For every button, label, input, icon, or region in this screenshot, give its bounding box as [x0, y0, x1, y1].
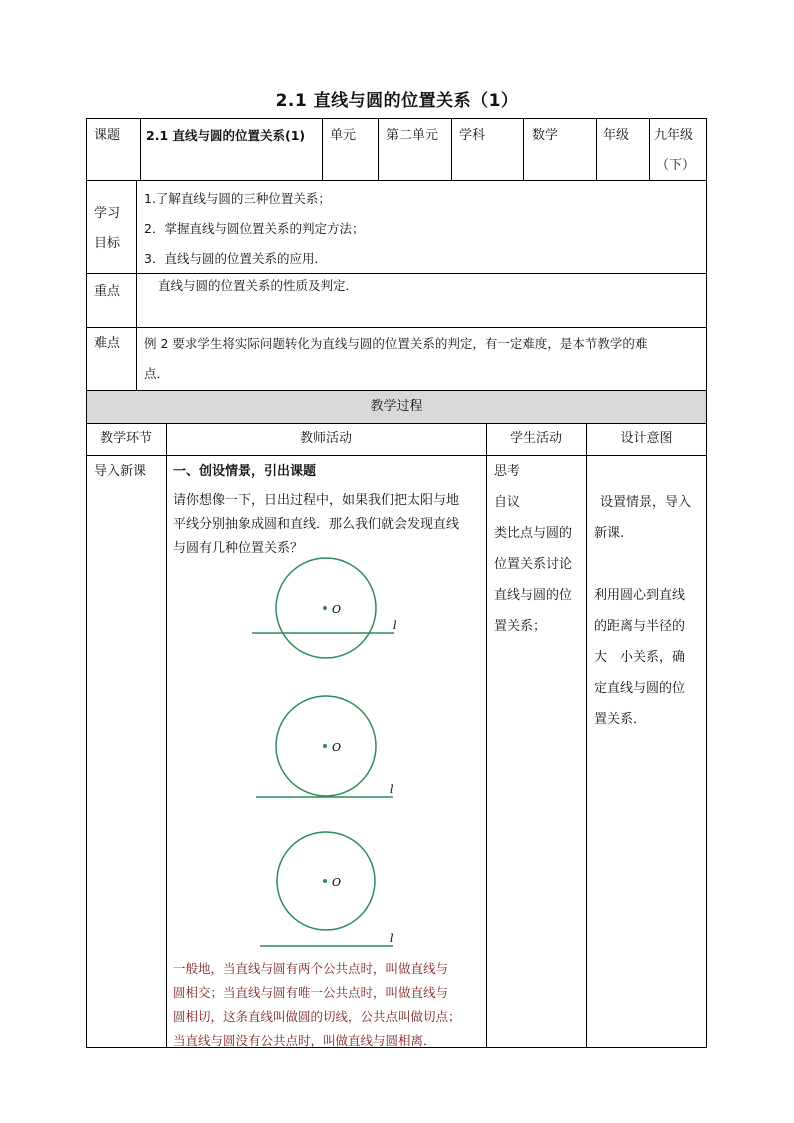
- document-title: 2.1 直线与圆的位置关系（1）: [275, 91, 519, 111]
- student-activity-line: 思考: [494, 464, 521, 479]
- center-dot: [323, 606, 327, 610]
- intersect-diagram: [246, 558, 406, 668]
- stage-label: 导入新课: [94, 464, 147, 479]
- vline: [322, 118, 323, 180]
- teacher-intro-line: 平线分别抽象成圆和直线．那么我们就会发现直线: [173, 517, 460, 532]
- difficulty-text-line2: 点．: [144, 366, 170, 381]
- grade-label: 年级: [603, 128, 630, 143]
- topic-value: 2.1 直线与圆的位置关系(1): [146, 128, 306, 143]
- intent-line: 设置情景，导入: [600, 495, 692, 510]
- line-label: l: [390, 932, 394, 945]
- student-activity-line: 位置关系讨论: [494, 557, 573, 572]
- student-activity-line: 自议: [494, 495, 521, 510]
- intent-line: 置关系．: [594, 712, 647, 727]
- student-activity-line: 直线与圆的位: [494, 588, 573, 603]
- student-activity-line: 置关系；: [494, 619, 547, 634]
- grade-value-line2: （下）: [656, 158, 696, 173]
- vline: [140, 118, 141, 180]
- student-activity-line: 类比点与圆的: [494, 526, 573, 541]
- subject-label: 学科: [459, 128, 486, 143]
- teacher-intro-line: 请你想像一下，日出过程中，如果我们把太阳与地: [173, 493, 460, 508]
- goals-label-line1: 学习: [94, 206, 121, 221]
- column-header-student: 学生活动: [509, 431, 562, 446]
- column-header-stage: 教学环节: [99, 431, 152, 446]
- vline: [136, 180, 137, 390]
- vline: [706, 118, 707, 1048]
- teacher-summary-line: 一般地，当直线与圆有两个公共点时，叫做直线与: [173, 961, 449, 976]
- vline: [649, 118, 650, 180]
- lesson-plan-table: [86, 118, 707, 1048]
- vline: [86, 118, 87, 1048]
- hline: [86, 180, 707, 181]
- center-label: O: [332, 741, 342, 754]
- intent-line: 定直线与圆的位: [594, 681, 686, 696]
- goal-item: 2．掌握直线与圆位置关系的判定方法；: [144, 221, 365, 236]
- topic-label: 课题: [94, 128, 121, 143]
- grade-value-line1: 九年级: [654, 128, 694, 143]
- intent-line: 的距离与半径的: [594, 619, 686, 634]
- intent-line: 利用圆心到直线: [594, 588, 686, 603]
- teacher-summary-line: 圆相交；当直线与圆有唯一公共点时，叫做直线与: [173, 985, 449, 1000]
- vline: [586, 423, 587, 1048]
- vline: [378, 118, 379, 180]
- unit-label: 单元: [330, 128, 357, 143]
- vline: [166, 423, 167, 1048]
- subject-value: 数学: [532, 128, 559, 143]
- vline: [523, 118, 524, 180]
- column-header-teacher: 教师活动: [299, 431, 352, 446]
- vline: [451, 118, 452, 180]
- difficulty-label: 难点: [94, 336, 121, 351]
- process-band-label: 教学过程: [370, 399, 423, 414]
- tangent-diagram: [246, 695, 406, 805]
- vline: [596, 118, 597, 180]
- goals-label-line2: 目标: [94, 236, 121, 251]
- intent-line: 大 小关系，确: [594, 650, 686, 665]
- difficulty-text-line1: 例 2 要求学生将实际问题转化为直线与圆的位置关系的判定，有一定难度，是本节教学的难: [144, 336, 648, 351]
- hline: [86, 118, 707, 119]
- key-point-text: 直线与圆的位置关系的性质及判定．: [158, 278, 359, 293]
- center-dot: [323, 744, 327, 748]
- center-dot: [323, 879, 327, 883]
- intent-line: 新课.: [594, 526, 625, 541]
- teacher-summary-line: 圆相切，这条直线叫做圆的切线，公共点叫做切点；: [173, 1009, 461, 1024]
- unit-value: 第二单元: [386, 128, 439, 143]
- column-header-intent: 设计意图: [620, 431, 673, 446]
- center-label: O: [332, 876, 342, 889]
- goal-item: 3．直线与圆的位置关系的应用．: [144, 251, 327, 266]
- center-label: O: [332, 603, 342, 616]
- key-point-label: 重点: [94, 284, 121, 299]
- teacher-heading: 一、创设情景，引出课题: [173, 464, 317, 479]
- line-label: l: [393, 619, 397, 632]
- teacher-summary-line: 当直线与圆没有公共点时，叫做直线与圆相离．: [173, 1033, 436, 1048]
- goal-item: 1.了解直线与圆的三种位置关系；: [144, 191, 331, 206]
- vline: [486, 423, 487, 1048]
- teacher-intro-line: 与圆有几种位置关系？: [173, 541, 304, 556]
- separate-diagram: [246, 831, 406, 956]
- line-label: l: [390, 783, 394, 796]
